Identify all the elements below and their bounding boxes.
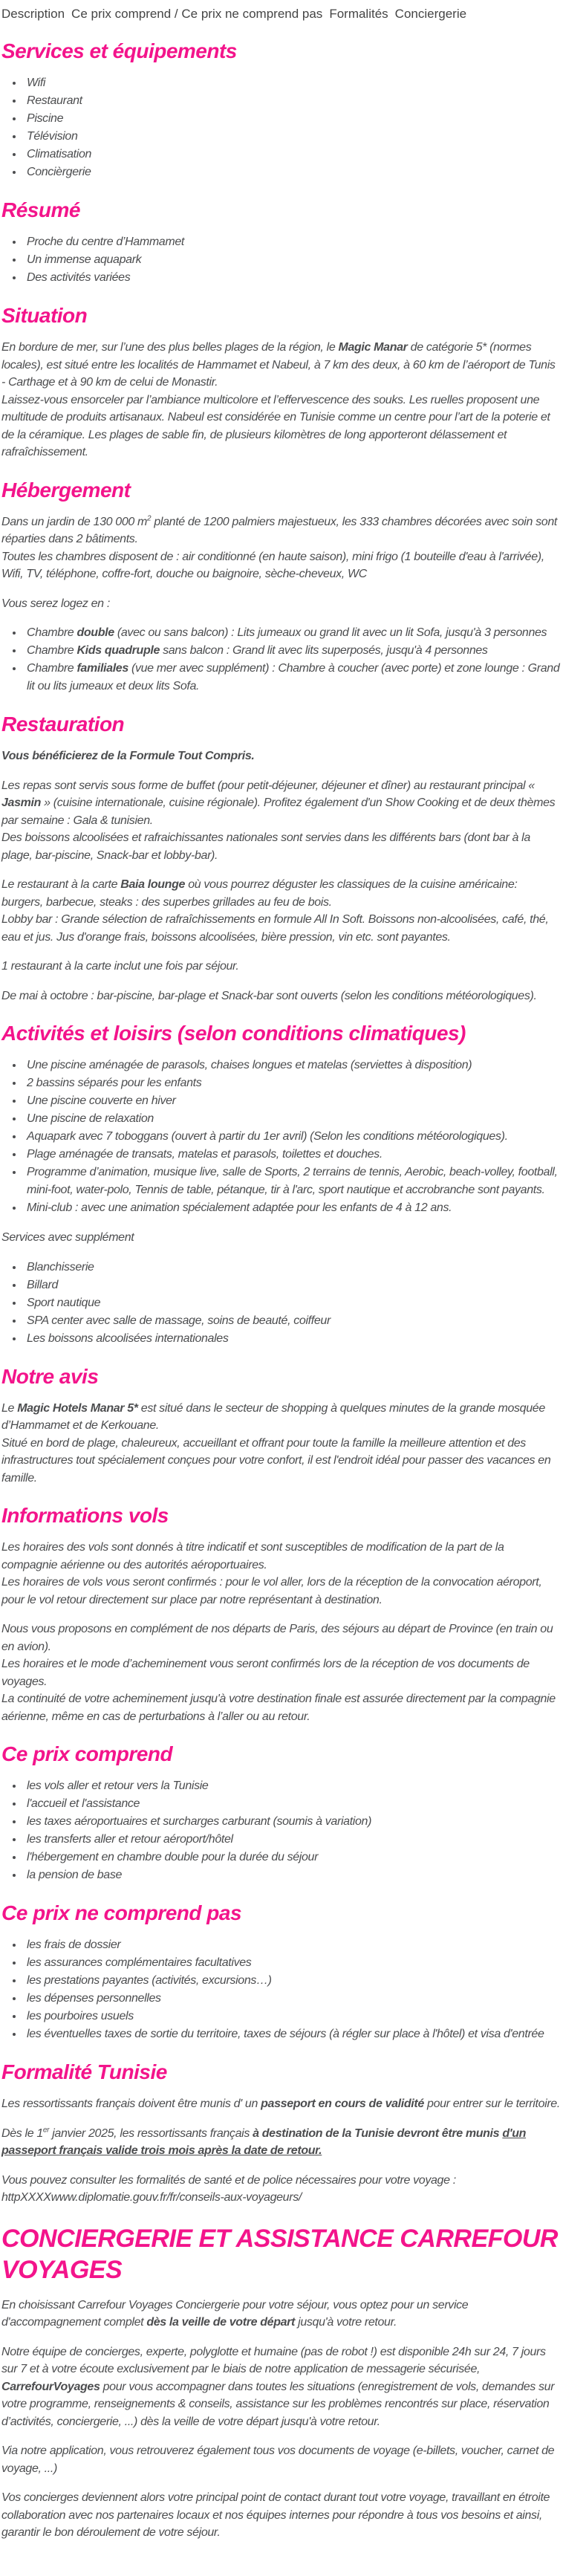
text-run: Le restaurant à la carte [1,878,121,891]
text-run: Vous pouvez consulter les formalités de santé et de police nécessaires pour votre voyage : [1,2173,456,2187]
section-title-notre-avis: Notre avis [1,1364,99,1388]
text-run: à destination de la Tunisie devront être munis [253,2126,503,2140]
paragraph [1,2489,562,2542]
list-item [24,1199,562,1217]
text-run: les transferts aller et retour aéroport/hôtel [27,1833,233,1846]
text-run: Dès le 1 [1,2126,43,2140]
list-item [24,1831,562,1849]
text-run: Proche du centre d’Hammamet [27,236,184,248]
text-run: double [77,626,114,639]
text-run: Les horaires de vols vous seront confirmés : pour le vol aller, lors de la réception de la convocation aéroport, pour le vol retour directement sur place par notre représentant à destination. [1,1576,542,1606]
text-run: Une piscine aménagée de parasols, chaises longues et matelas (serviettes à disposition) [27,1059,472,1071]
text-run: Situé en bord de plage, chaleureux, accueillant et offrant pour toute la famille la meilleure attention et des infrastructures tout spécialement conçues pour votre confort, il est l'endroit idéal pour passer des vacances en famille. [1,1436,551,1485]
text-run: De mai à octobre : bar-piscine, bar-plage et Snack-bar sont ouverts (selon les conditions météorologiques). [1,989,537,1002]
paragraph [1,339,562,461]
section-title-activites-loisirs: Activités et loisirs (selon conditions climatiques) [1,1022,466,1045]
text-run: Via notre application, vous retrouverez également tous vos documents de voyage (e-billets, voucher, carnet de voyage, ...) [1,2444,555,2475]
text-run: les prestations payantes (activités, excursions…) [27,1974,272,1987]
section-title-ce-prix-ne-comprend-pas: Ce prix ne comprend pas [1,1901,242,1924]
paragraph [1,595,562,613]
text-run: planté de 1200 palmiers majestueux, les 333 chambres décorées avec soin sont réparties dans 2 bâtiments. [1,515,557,545]
paragraph [1,987,562,1005]
section-restauration [1,712,562,1005]
text-run: Un immense aquapark [27,253,142,266]
text-run: les dépenses personnelles [27,1992,161,2005]
text-run: Sport nautique [27,1296,101,1309]
text-run: Climatisation [27,148,92,160]
list-item [24,1164,562,1199]
section-title-restauration: Restauration [1,713,125,736]
text-run: de catégorie 5* (normes locales), est situé entre les localités de Hammamet et Nabeul, à 7 km des deux, à 60 km de l’aéroport de Tunis - Carthage et à 90 km de celui de Monastir. [1,341,556,389]
text-run: Vous bénéficierez de la Formule Tout Compris. [1,750,255,762]
text-run: Plage aménagée de transats, matelas et parasols, toilettes et douches. [27,1148,383,1161]
list-item [24,642,562,660]
section-activites-loisirs [1,1021,562,1348]
paragraph [1,2442,562,2477]
list-item [24,74,562,92]
text-run: 2 [147,514,152,523]
list-item [24,1936,562,1954]
paragraph [1,1620,562,1725]
text-run: » (cuisine internationale, cuisine régionale). Profitez également d'un Show Cooking et de deux thèmes par semaine : Gala & tunisien. [1,797,556,827]
section-formalite-tunisie [1,2060,562,2207]
section-situation [1,303,562,461]
text-run: En choisissant Carrefour Voyages Conciergerie pour votre séjour, vous optez pour un service d'accompagnement complet [1,2298,469,2329]
list-item [24,1110,562,1128]
list-item [24,1294,562,1312]
bullet-list [1,233,562,287]
paragraph [1,2297,562,2332]
text-run: Chambre [27,644,77,657]
text-run: les frais de dossier [27,1939,121,1951]
bullet-list [1,1777,562,1884]
bullet-list [1,1259,562,1348]
text-run: Blanchisserie [27,1260,94,1274]
text-run: familiales [77,662,128,675]
list-item [24,624,562,642]
text-run: Laissez-vous ensorceler par l’ambiance multicolore et l’effervescence des souks. Les ruelles proposent une multitude de produits artisanaux. Nabeul est considérée en Tunisie comme un centre pour l’art de la poterie et de la céramique. Les plages de sable fin, de plusieurs kilomètres de long apporteront délassement et rafraîchissement. [1,393,550,458]
list-item [24,1954,562,1972]
text-run: dès la veille de votre départ [146,2316,296,2329]
text-run: La continuité de votre acheminement jusqu'à votre destination finale est assurée directement par la compagnie aérienne, même en cas de perturbations à l’aller ou au retour. [1,1693,556,1723]
list-item [24,1813,562,1831]
paragraph [1,958,562,976]
text-run: Les repas sont servis sous forme de buffet (pour petit-déjeuner, déjeuner et dîner) au restaurant principal « [1,779,535,792]
section-title-informations-vols: Informations vols [1,1504,169,1527]
text-run: 2 bassins séparés pour les enfants [27,1077,202,1089]
text-run: Une piscine de relaxation [27,1112,154,1125]
text-run: Notre équipe de concierges, experte, polyglotte et humaine (pas de robot !) est disponible 24h sur 24, 7 jours sur 7 et à votre écoute exclusivement par le biais de notre application de messagerie sécurisée, [1,2345,546,2375]
text-run: Vous serez logez en : [1,597,110,610]
text-run: Billard [27,1278,59,1291]
paragraph [1,2095,562,2113]
text-run: les pourboires usuels [27,2010,134,2022]
list-item [24,1092,562,1110]
text-run: En bordure de mer, sur l’une des plus belles plages de la région, le [1,341,339,354]
list-item [24,1990,562,2008]
text-run: la pension de base [27,1869,123,1881]
text-run: CarrefourVoyages [1,2380,100,2393]
text-run: Des activités variées [27,271,131,284]
list-item [24,1849,562,1866]
paragraph [1,2125,562,2160]
list-item [24,1146,562,1164]
paragraph [1,513,562,583]
text-run: Magic Manar [338,341,408,354]
list-item [24,146,562,163]
section-title-hebergement: Hébergement [1,478,131,502]
text-run: Mini-club : avec une animation spécialement adaptée pour les enfants de 4 à 12 ans. [27,1201,452,1214]
tab-ce-prix-comprend-ce-prix-ne-comprend-pas[interactable]: Ce prix comprend / Ce prix ne comprend pas [71,7,323,21]
section-conciergerie-assistance [1,2223,562,2542]
list-item [24,1057,562,1074]
text-run: Jasmin [1,797,42,809]
bullet-list [1,1936,562,2043]
paragraph [1,1400,562,1487]
text-run: Dans un jardin de 130 000 m [1,515,148,528]
text-run: où vous pourrez déguster les classiques de la cuisine américaine: burgers, barbecue, steaks : des superbes grillades au feu de bois. [1,878,518,909]
text-run: Les ressortissants français doivent être munis d' un [1,2098,261,2110]
text-run: Toutes les chambres disposent de : air conditionné (en haute saison), mini frigo (1 bouteille d'eau à l'arrivée), Wifi, TV, téléphone, coffre-fort, douche ou baignoire, sèche-cheveux, WC [1,550,544,580]
bullet-list [1,1057,562,1217]
bullet-list [1,74,562,181]
content [1,39,562,2542]
text-run: Wifi [27,77,46,89]
text-run: httpXXXXwww.diplomatie.gouv.fr/fr/conseils-aux-voyageurs/ [1,2191,302,2204]
paragraph [1,2172,562,2207]
text-run: pour vous accompagner dans toutes les situations (enregistrement de vols, demandes sur votre programme, renseignements & conseils, assistance sur les problèmes rencontrés sur place, réservation d’activités, conciergerie, ...) dès la veille de votre départ jusqu'à votre retour. [1,2380,555,2428]
text-run: l'accueil et l'assistance [27,1797,140,1810]
text-run: Chambre [27,626,77,639]
list-item [24,660,562,695]
list-item [24,163,562,181]
text-run: les assurances complémentaires facultatives [27,1956,252,1969]
text-run: SPA center avec salle de massage, soins de beauté, coiffeur [27,1314,331,1327]
section-hebergement [1,478,562,696]
text-run: Chambre [27,662,77,675]
tab-formalites[interactable]: Formalités [329,7,388,21]
list-item [24,251,562,269]
list-item [24,2025,562,2043]
section-title-situation: Situation [1,304,88,327]
list-item [24,269,562,287]
text-run: les vols aller et retour vers la Tunisie [27,1779,209,1792]
list-item [24,1312,562,1330]
list-item [24,1128,562,1146]
text-run: Les boissons alcoolisées internationales [27,1331,229,1345]
text-run: Télévision [27,130,78,143]
text-run: Piscine [27,112,64,125]
text-run: Une piscine couverte en hiver [27,1094,176,1107]
text-run: jusqu'à votre retour. [295,2316,397,2329]
text-run: Concièrgerie [27,166,91,178]
text-run: Les horaires des vols sont donnés à titre indicatif et sont susceptibles de modification de la part de la compagnie aérienne ou des autorités aéroportuaires. [1,1541,504,1571]
text-run: Les horaires et le mode d’acheminement vous seront confirmés lors de la réception de vos documents de voyages. [1,1658,530,1688]
section-ce-prix-ne-comprend-pas [1,1901,562,2043]
paragraph [1,777,562,865]
text-run: Le [1,1401,18,1415]
list-item [24,1330,562,1348]
text-run: Programme d’animation, musique live, salle de Sports, 2 terrains de tennis, Aerobic, beach-volley, football, mini-foot, water-polo, Tennis de table, pétanque, tir à l'arc, sport nautique et accrobranche sont payants. [27,1166,558,1196]
text-run: Nous vous proposons en complément de nos départs de Paris, des séjours au départ de Province (en train ou en avion). [1,1623,553,1653]
list-item [24,92,562,110]
text-run: janvier 2025, les ressortissants français [49,2126,253,2140]
text-run: sans balcon : Grand lit avec lits superposés, jusqu'à 4 personnes [160,644,488,657]
text-run: Kids quadruple [77,644,160,657]
text-run: (vue mer avec supplément) : Chambre à coucher (avec porte) et zone lounge : Grand lit ou lits jumeaux et deux lits Sofa. [27,662,560,692]
list-item [24,1795,562,1813]
paragraph [1,2343,562,2431]
section-notre-avis [1,1364,562,1487]
text-run: Baia lounge [120,878,186,891]
section-title-formalite-tunisie: Formalité Tunisie [1,2060,167,2083]
text-run: Vos concierges deviennent alors votre principal point de contact durant tout votre voyage, travaillant en étroite collaboration avec nos partenaires locaux et nos équipes internes pour répondre à tous vos besoins et ainsi, garantir le bon déroulement de votre séjour. [1,2491,550,2539]
paragraph [1,876,562,946]
section-title-conciergerie-assistance: CONCIERGERIE ET ASSISTANCE CARREFOUR VOYAGES [1,2224,558,2284]
section-title-resume: Résumé [1,198,80,221]
text-run: l'hébergement en chambre double pour la durée du séjour [27,1851,319,1863]
section-services-equipements [1,39,562,181]
text-run: est situé dans le secteur de shopping à quelques minutes de la grande mosquée d’Hammamet et de Kerkouane. [1,1401,545,1432]
list-item [24,1259,562,1276]
paragraph [1,1539,562,1609]
tab-description[interactable]: Description [1,7,65,21]
text-run: Des boissons alcoolisées et rafraichissantes nationales sont servies dans les différents bars (dont bar à la plage, bar-piscine, Snack-bar et lobby-bar). [1,831,530,862]
text-run: Aquapark avec 7 toboggans (ouvert à partir du 1er avril) (Selon les conditions météorologiques). [27,1130,508,1143]
text-run: er [42,2126,50,2135]
list-item [24,110,562,128]
list-item [24,128,562,146]
text-run: Lobby bar : Grande sélection de rafraîchissements en formule All In Soft. Boissons non-alcoolisées, café, thé, eau et jus. Jus d'orange frais, boissons alcoolisées, bière pression, vin etc. sont payantes. [1,913,549,944]
text-run: Restaurant [27,94,82,107]
section-title-services-equipements: Services et équipements [1,39,237,62]
text-run: 1 restaurant à la carte inclut une fois par séjour. [1,960,239,973]
tab-conciergerie[interactable]: Conciergerie [394,7,467,21]
list-item [24,1972,562,1990]
text-run: Magic Hotels Manar 5* [17,1401,138,1415]
list-item [24,2008,562,2025]
text-run: d'un passeport français valide trois mois après la date de retour. [1,2126,527,2157]
bullet-list [1,624,562,695]
text-run: pour entrer sur le territoire. [423,2098,560,2110]
section-informations-vols [1,1503,562,1725]
text-run: les éventuelles taxes de sortie du territoire, taxes de séjours (à régler sur place à l'hôtel) et visa d'entrée [27,2028,544,2040]
paragraph [1,1229,562,1247]
section-ce-prix-comprend [1,1742,562,1884]
list-item [24,1777,562,1795]
list-item [24,1074,562,1092]
list-item [24,1866,562,1884]
section-resume [1,198,562,287]
text-run: (avec ou sans balcon) : Lits jumeaux ou grand lit avec un lit Sofa, jusqu'à 3 personnes [114,626,547,639]
list-item [24,233,562,251]
paragraph [1,747,562,765]
text-run: passeport en cours de validité [261,2098,424,2110]
section-title-ce-prix-comprend: Ce prix comprend [1,1742,173,1765]
tab-bar [1,6,562,22]
text-run: Services avec supplément [1,1231,134,1244]
list-item [24,1276,562,1294]
text-run: les taxes aéroportuaires et surcharges carburant (soumis à variation) [27,1815,372,1828]
